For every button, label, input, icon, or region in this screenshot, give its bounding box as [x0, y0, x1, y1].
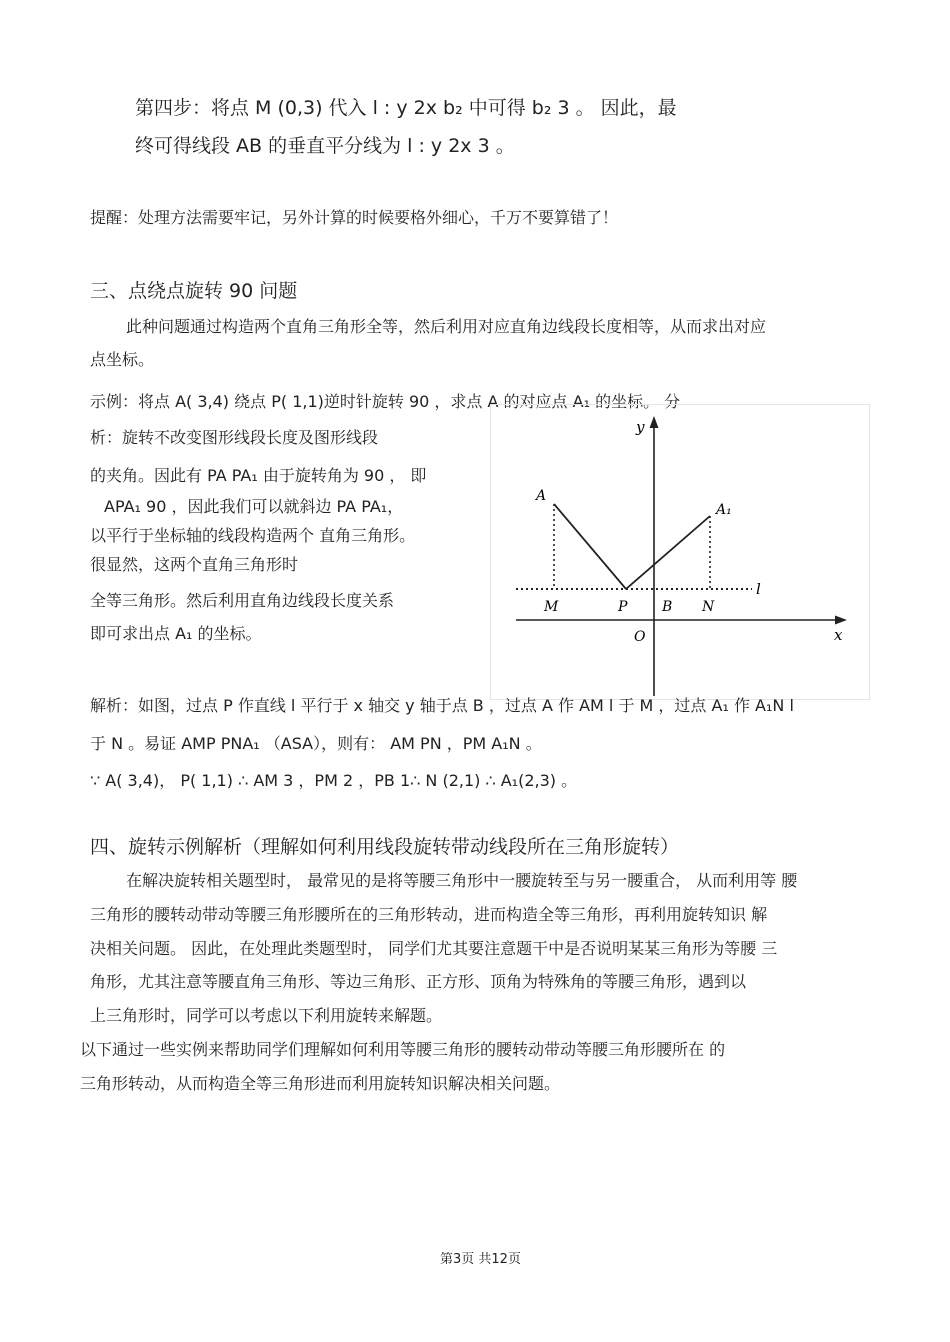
analysis-line: 的夹角。因此有 PA PA₁ 由于旋转角为 90 ， 即: [90, 466, 427, 485]
analysis-line: 析：旋转不改变图形线段长度及图形线段: [90, 428, 379, 447]
section4-para-line: 决相关问题。 因此，在处理此类题型时， 同学们尤其要注意题干中是否说明某某三角形为等腰 三: [90, 939, 778, 958]
label-n: N: [702, 599, 715, 615]
reminder-text: 提醒：处理方法需要牢记，另外计算的时候要格外细心，千万不要算错了！: [90, 208, 619, 227]
section3-intro-line1: 此种问题通过构造两个直角三角形全等，然后利用对应直角边线段长度相等，从而求出对应: [126, 317, 767, 336]
step4-line2: 终可得线段 AB 的垂直平分线为 l : y 2x 3 。: [135, 135, 515, 157]
analysis-line: 以平行于坐标轴的线段构造两个 直角三角形。: [90, 526, 416, 545]
segment-pa1: [626, 516, 710, 589]
section4-para-line: 三角形的腰转动带动等腰三角形腰所在的三角形转动，进而构造全等三角形，再利用旋转知识 解: [90, 905, 768, 924]
section4-title: 四、旋转示例解析（理解如何利用线段旋转带动线段所在三角形旋转）: [90, 836, 680, 858]
label-a1: A₁: [716, 502, 732, 518]
label-b: B: [662, 599, 673, 615]
solution-line: 解析：如图，过点 P 作直线 l 平行于 x 轴交 y 轴于点 B ，过点 A 作 AM l 于 M ，过点 A₁ 作 A₁N l: [90, 696, 794, 715]
y-axis-arrow: [650, 416, 659, 428]
analysis-line: 即可求出点 A₁ 的坐标。: [90, 624, 262, 643]
segment-pa: [554, 504, 626, 589]
label-x: x: [834, 626, 843, 644]
label-y: y: [636, 418, 645, 436]
page-footer: 第3页 共12页: [440, 1252, 521, 1267]
section4-outro-line: 以下通过一些实例来帮助同学们理解如何利用等腰三角形的腰转动带动等腰三角形腰所在 的: [80, 1040, 726, 1059]
step4-line1: 第四步：将点 M (0,3) 代入 l : y 2x b₂ 中可得 b₂ 3 。 因此，最: [135, 97, 677, 119]
label-a: A: [536, 488, 547, 504]
section4-para-line: 上三角形时，同学可以考虑以下利用旋转来解题。: [90, 1006, 443, 1025]
section4-outro-line: 三角形转动，从而构造全等三角形进而利用旋转知识解决相关问题。: [80, 1074, 561, 1093]
analysis-line: 很显然，这两个直角三角形时: [90, 555, 299, 574]
solution-line: 于 N 。易证 AMP PNA₁ （ASA），则有： AM PN ，PM A₁N 。: [90, 734, 542, 753]
analysis-line: 全等三角形。然后利用直角边线段长度关系: [90, 591, 395, 610]
section3-intro-line2: 点坐标。: [90, 350, 155, 369]
coordinate-figure: [490, 404, 870, 704]
figure-border: [491, 405, 870, 700]
x-axis-arrow: [835, 616, 847, 625]
example-text: 示例：将点 A( 3,4) 绕点 P( 1,1)逆时针旋转 90 ，求点 A 的对应点 A₁ 的坐标。 分: [90, 392, 681, 411]
section4-para-line: 角形，尤其注意等腰直角三角形、等边三角形、正方形、顶角为特殊角的等腰三角形，遇到以: [90, 972, 747, 991]
solution-line: ∵ A( 3,4)， P( 1,1) ∴ AM 3 ，PM 2 ，PB 1∴ N (2,1) ∴ A₁(2,3) 。: [90, 771, 578, 790]
label-m: M: [544, 599, 559, 615]
label-o: O: [634, 629, 646, 645]
section4-para-line: 在解决旋转相关题型时， 最常见的是将等腰三角形中一腰旋转至与另一腰重合， 从而利用等 腰: [126, 871, 798, 890]
analysis-line: APA₁ 90 ，因此我们可以就斜边 PA PA₁，: [104, 497, 404, 516]
label-l: l: [756, 580, 761, 598]
section3-title: 三、点绕点旋转 90 问题: [90, 280, 298, 302]
label-p: P: [618, 599, 628, 615]
